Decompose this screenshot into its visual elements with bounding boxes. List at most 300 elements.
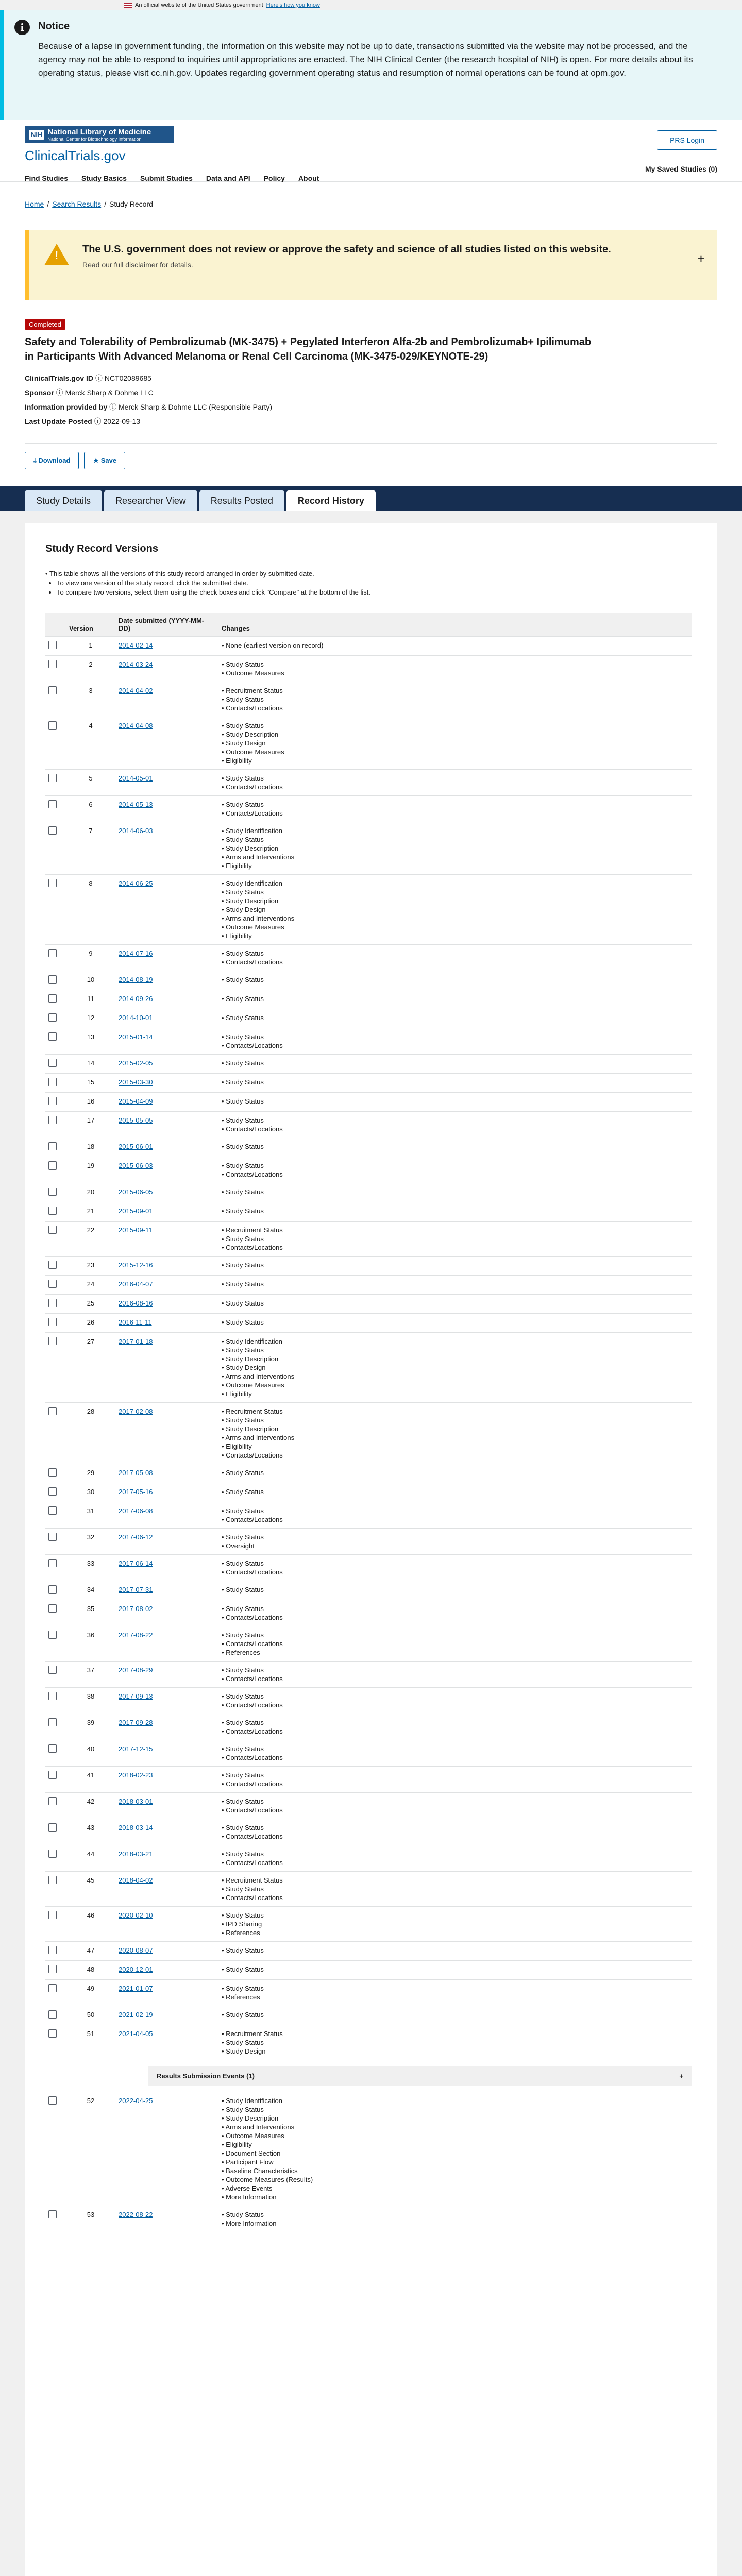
breadcrumb-home[interactable]: Home bbox=[25, 200, 44, 208]
tab-results-posted[interactable]: Results Posted bbox=[199, 490, 284, 511]
nlm-subtitle: National Center for Biotechnology Information bbox=[47, 136, 142, 142]
changes-list bbox=[222, 1604, 688, 1622]
menu-submit-studies[interactable]: Submit Studies bbox=[140, 174, 193, 182]
changes-list bbox=[222, 1078, 688, 1087]
version-date-link[interactable]: 2015-09-01 bbox=[119, 1207, 153, 1215]
changes-list bbox=[222, 641, 688, 650]
change-item: • Contacts/Locations bbox=[222, 1170, 688, 1179]
version-date-link[interactable]: 2015-12-16 bbox=[119, 1261, 153, 1269]
change-item: • Study Description bbox=[222, 844, 688, 853]
change-item: • Arms and Interventions bbox=[222, 2123, 688, 2131]
change-item: • Study Status bbox=[222, 1823, 688, 1832]
version-date-link[interactable]: 2014-05-13 bbox=[119, 801, 153, 808]
change-item: • Contacts/Locations bbox=[222, 1674, 688, 1683]
change-item: • Recruitment Status bbox=[222, 1226, 688, 1234]
change-item: • Contacts/Locations bbox=[222, 1806, 688, 1815]
results-events-row[interactable] bbox=[45, 2060, 692, 2092]
change-item: • Outcome Measures bbox=[222, 1381, 688, 1389]
version-number: 3 bbox=[66, 682, 115, 717]
version-checkbox[interactable] bbox=[48, 1666, 57, 1674]
change-item: • Contacts/Locations bbox=[222, 1041, 688, 1050]
version-checkbox[interactable] bbox=[48, 1771, 57, 1779]
version-row bbox=[45, 1055, 692, 1074]
version-checkbox[interactable] bbox=[48, 1911, 57, 1919]
change-item: • Study Status bbox=[222, 975, 688, 984]
version-checkbox[interactable] bbox=[48, 1261, 57, 1269]
version-number: 42 bbox=[66, 1793, 115, 1819]
menu-data-api[interactable]: Data and API bbox=[206, 174, 250, 182]
change-item: • None (earliest version on record) bbox=[222, 641, 688, 650]
version-row bbox=[45, 1157, 692, 1183]
version-date-link[interactable]: 2018-04-02 bbox=[119, 1876, 153, 1884]
change-item: • Contacts/Locations bbox=[222, 1780, 688, 1788]
version-date-link[interactable]: 2015-09-11 bbox=[119, 1226, 153, 1234]
change-item: • Study Design bbox=[222, 2047, 688, 2056]
version-checkbox[interactable] bbox=[48, 2010, 57, 2019]
tab-record-history[interactable]: Record History bbox=[286, 490, 376, 511]
version-date-link[interactable]: 2020-02-10 bbox=[119, 1911, 153, 1919]
changes-list bbox=[222, 686, 688, 713]
version-date-link[interactable]: 2015-06-05 bbox=[119, 1188, 153, 1196]
version-checkbox[interactable] bbox=[48, 2096, 57, 2105]
version-date-link[interactable]: 2015-06-01 bbox=[119, 1143, 153, 1150]
changes-list bbox=[222, 1142, 688, 1151]
changes-list bbox=[222, 994, 688, 1003]
version-date-link[interactable]: 2017-06-12 bbox=[119, 1533, 153, 1541]
changes-list bbox=[222, 1631, 688, 1657]
changes-list bbox=[222, 879, 688, 940]
change-item: • Study Design bbox=[222, 739, 688, 748]
version-date-link[interactable]: 2017-06-14 bbox=[119, 1560, 153, 1567]
version-checkbox[interactable] bbox=[48, 1585, 57, 1594]
version-row bbox=[45, 1074, 692, 1093]
heres-how-link[interactable]: Here's how you know bbox=[266, 2, 320, 8]
version-checkbox[interactable] bbox=[48, 994, 57, 1003]
version-date-link[interactable]: 2020-08-07 bbox=[119, 1946, 153, 1954]
nlm-title: National Library of Medicine bbox=[47, 127, 151, 137]
version-checkbox[interactable] bbox=[48, 686, 57, 694]
change-item: • Contacts/Locations bbox=[222, 704, 688, 713]
version-date-link[interactable]: 2014-03-24 bbox=[119, 660, 153, 668]
menu-policy[interactable]: Policy bbox=[263, 174, 285, 182]
version-checkbox[interactable] bbox=[48, 1299, 57, 1307]
changes-list bbox=[222, 1207, 688, 1215]
version-row bbox=[45, 1907, 692, 1942]
version-date-link[interactable]: 2014-05-01 bbox=[119, 774, 153, 782]
prs-login-button[interactable]: PRS Login bbox=[657, 130, 717, 150]
change-item: • Study Status bbox=[222, 1585, 688, 1594]
change-item: • Study Status bbox=[222, 800, 688, 809]
plus-icon: + bbox=[679, 2072, 683, 2080]
version-row bbox=[45, 682, 692, 717]
results-events-label: Results Submission Events (1) bbox=[157, 2072, 255, 2080]
changes-list bbox=[222, 1188, 688, 1196]
change-item: • Study Status bbox=[222, 774, 688, 783]
change-item: • Outcome Measures bbox=[222, 748, 688, 756]
change-item: • Recruitment Status bbox=[222, 686, 688, 695]
changes-list bbox=[222, 774, 688, 791]
change-item: • Study Status bbox=[222, 1797, 688, 1806]
changes-list bbox=[222, 1692, 688, 1709]
changes-list bbox=[222, 1487, 688, 1496]
version-checkbox[interactable] bbox=[48, 721, 57, 730]
version-number: 15 bbox=[66, 1074, 115, 1093]
version-checkbox[interactable] bbox=[48, 1823, 57, 1832]
version-row bbox=[45, 1257, 692, 1276]
changes-list bbox=[222, 2029, 688, 2056]
change-item: • Contacts/Locations bbox=[222, 1515, 688, 1524]
version-checkbox[interactable] bbox=[48, 826, 57, 835]
version-row bbox=[45, 1028, 692, 1055]
version-checkbox[interactable] bbox=[48, 1506, 57, 1515]
version-row bbox=[45, 1183, 692, 1202]
version-number: 34 bbox=[66, 1581, 115, 1600]
changes-list bbox=[222, 1946, 688, 1955]
version-row bbox=[45, 1714, 692, 1740]
version-checkbox[interactable] bbox=[48, 641, 57, 649]
changes-list bbox=[222, 1506, 688, 1524]
version-date-link[interactable]: 2016-04-07 bbox=[119, 1280, 153, 1288]
nlm-logo[interactable] bbox=[25, 126, 174, 143]
version-checkbox[interactable] bbox=[48, 1337, 57, 1345]
version-row bbox=[45, 1464, 692, 1483]
version-row bbox=[45, 1314, 692, 1333]
version-date-link[interactable]: 2021-02-19 bbox=[119, 2011, 153, 2019]
version-date-link[interactable]: 2014-07-16 bbox=[119, 950, 153, 957]
menu-study-basics[interactable]: Study Basics bbox=[81, 174, 127, 182]
change-item: • Study Description bbox=[222, 1354, 688, 1363]
version-date-link[interactable]: 2017-09-28 bbox=[119, 1719, 153, 1726]
version-checkbox[interactable] bbox=[48, 1876, 57, 1884]
gov-banner-text: An official website of the United States government bbox=[135, 2, 263, 8]
change-item: • Study Status bbox=[222, 1161, 688, 1170]
version-row bbox=[45, 637, 692, 656]
version-date-link[interactable]: 2014-10-01 bbox=[119, 1014, 153, 1022]
version-row bbox=[45, 1138, 692, 1157]
changes-list bbox=[222, 2010, 688, 2019]
change-item: • Study Status bbox=[222, 1692, 688, 1701]
change-item: • Study Description bbox=[222, 730, 688, 739]
save-label: Save bbox=[100, 456, 117, 464]
change-item: • Contacts/Locations bbox=[222, 1568, 688, 1577]
version-date-link[interactable]: 2014-06-25 bbox=[119, 879, 153, 887]
version-date-link[interactable]: 2014-04-08 bbox=[119, 722, 153, 730]
version-checkbox[interactable] bbox=[48, 800, 57, 808]
version-checkbox[interactable] bbox=[48, 1850, 57, 1858]
change-item: • Contacts/Locations bbox=[222, 1893, 688, 1902]
my-saved-studies[interactable]: My Saved Studies (0) bbox=[645, 165, 717, 173]
notice-body: Because of a lapse in government funding, the information on this website may not be up to date, transactions submitted via the website may not be processed, and the agency may not be able to respond to inquiries until appropriations are enacted. The NIH Clinical Center (the research hospital of NIH) is open. For more details about its operating status, please visit cc.nih.gov. Updates regarding government operating status and resumption of normal operations can be found at opm.gov. bbox=[38, 41, 693, 78]
change-item: • Adverse Events bbox=[222, 2184, 688, 2193]
intro-bullet: • To view one version of the study record, click the submitted date. bbox=[57, 579, 697, 588]
version-checkbox[interactable] bbox=[48, 1718, 57, 1726]
version-checkbox[interactable] bbox=[48, 975, 57, 984]
change-item: • Study Status bbox=[222, 1631, 688, 1639]
version-checkbox[interactable] bbox=[48, 2210, 57, 2218]
version-checkbox[interactable] bbox=[48, 1142, 57, 1150]
version-number: 31 bbox=[66, 1502, 115, 1529]
results-events-toggle[interactable] bbox=[148, 2066, 692, 2086]
alert-title: The U.S. government does not review or approve the safety and science of all studies listed on this website. bbox=[82, 244, 611, 255]
changes-list bbox=[222, 1984, 688, 2002]
change-item: • Study Status bbox=[222, 1946, 688, 1955]
version-checkbox[interactable] bbox=[48, 1097, 57, 1105]
version-checkbox[interactable] bbox=[48, 1797, 57, 1805]
changes-list bbox=[222, 1533, 688, 1550]
change-item: • Study Status bbox=[222, 835, 688, 844]
version-row bbox=[45, 1093, 692, 1112]
version-row bbox=[45, 1872, 692, 1907]
change-item: • More Information bbox=[222, 2193, 688, 2201]
version-date-link[interactable]: 2018-03-21 bbox=[119, 1850, 153, 1858]
version-number: 5 bbox=[66, 770, 115, 796]
version-checkbox[interactable] bbox=[48, 1207, 57, 1215]
changes-list bbox=[222, 1771, 688, 1788]
versions-card bbox=[25, 523, 717, 2576]
change-item: • Study Status bbox=[222, 695, 688, 704]
version-date-link[interactable]: 2017-01-18 bbox=[119, 1337, 153, 1345]
version-checkbox[interactable] bbox=[48, 1059, 57, 1067]
change-item: • Study Status bbox=[222, 1059, 688, 1067]
versions-title: Study Record Versions bbox=[45, 543, 158, 554]
status-badge: Completed bbox=[25, 319, 65, 330]
version-date-link[interactable]: 2017-12-15 bbox=[119, 1745, 153, 1753]
version-date-link[interactable]: 2022-04-25 bbox=[119, 2097, 153, 2105]
version-number: 21 bbox=[66, 1202, 115, 1222]
version-date-link[interactable]: 2014-08-19 bbox=[119, 976, 153, 984]
version-number: 7 bbox=[66, 822, 115, 875]
version-date-link[interactable]: 2016-11-11 bbox=[119, 1318, 152, 1326]
change-item: • Study Status bbox=[222, 2010, 688, 2019]
version-checkbox[interactable] bbox=[48, 1692, 57, 1700]
version-checkbox[interactable] bbox=[48, 1631, 57, 1639]
changes-list bbox=[222, 1850, 688, 1867]
version-checkbox[interactable] bbox=[48, 1161, 57, 1170]
change-item: • Arms and Interventions bbox=[222, 1372, 688, 1381]
version-row bbox=[45, 1662, 692, 1688]
version-checkbox[interactable] bbox=[48, 1226, 57, 1234]
version-date-link[interactable]: 2021-04-05 bbox=[119, 2030, 153, 2038]
version-date-link[interactable]: 2017-08-29 bbox=[119, 1666, 153, 1674]
posted-label: Last Update Posted bbox=[25, 417, 92, 426]
change-item: • Outcome Measures bbox=[222, 2131, 688, 2140]
warning-icon: ! bbox=[44, 244, 69, 265]
change-item: • Contacts/Locations bbox=[222, 1858, 688, 1867]
changes-list bbox=[222, 1468, 688, 1477]
changes-list bbox=[222, 1718, 688, 1736]
version-checkbox[interactable] bbox=[48, 1604, 57, 1613]
changes-list bbox=[222, 1585, 688, 1594]
version-checkbox[interactable] bbox=[48, 1984, 57, 1992]
change-item: • Recruitment Status bbox=[222, 1876, 688, 1885]
change-item: • Study Design bbox=[222, 905, 688, 914]
change-item: • Study Status bbox=[222, 1013, 688, 1022]
download-button[interactable]: ⤓ Download bbox=[25, 452, 79, 469]
version-row bbox=[45, 1600, 692, 1626]
breadcrumb-current: Study Record bbox=[109, 200, 153, 208]
version-date-link[interactable]: 2017-08-02 bbox=[119, 1605, 153, 1613]
version-number: 8 bbox=[66, 875, 115, 945]
version-checkbox[interactable] bbox=[48, 1013, 57, 1022]
change-item: • Contacts/Locations bbox=[222, 1753, 688, 1762]
version-date-link[interactable]: 2017-05-08 bbox=[119, 1469, 153, 1477]
version-checkbox[interactable] bbox=[48, 1078, 57, 1086]
version-checkbox[interactable] bbox=[48, 1188, 57, 1196]
version-checkbox[interactable] bbox=[48, 1559, 57, 1567]
version-number: 45 bbox=[66, 1872, 115, 1907]
version-checkbox[interactable] bbox=[48, 2029, 57, 2038]
version-number: 48 bbox=[66, 1961, 115, 1980]
version-row bbox=[45, 1740, 692, 1767]
change-item: • Participant Flow bbox=[222, 2158, 688, 2166]
version-checkbox[interactable] bbox=[48, 1032, 57, 1041]
version-checkbox[interactable] bbox=[48, 1965, 57, 1973]
change-item: • Study Status bbox=[222, 1718, 688, 1727]
version-checkbox[interactable] bbox=[48, 660, 57, 668]
version-number: 38 bbox=[66, 1688, 115, 1714]
menu-about[interactable]: About bbox=[298, 174, 319, 182]
version-date-link[interactable]: 2014-06-03 bbox=[119, 827, 153, 835]
version-checkbox[interactable] bbox=[48, 949, 57, 957]
tab-researcher-view[interactable]: Researcher View bbox=[104, 490, 197, 511]
save-button[interactable]: ★ Save bbox=[84, 452, 125, 469]
version-row bbox=[45, 770, 692, 796]
version-number: 47 bbox=[66, 1942, 115, 1961]
version-row bbox=[45, 1483, 692, 1502]
version-checkbox[interactable] bbox=[48, 1407, 57, 1415]
version-date-link[interactable]: 2016-08-16 bbox=[119, 1299, 153, 1307]
version-checkbox[interactable] bbox=[48, 1280, 57, 1288]
disclaimer-alert bbox=[25, 230, 717, 300]
changes-list bbox=[222, 1261, 688, 1269]
change-item: • Eligibility bbox=[222, 1442, 688, 1451]
changes-list bbox=[222, 1666, 688, 1683]
col-changes: Changes bbox=[218, 613, 692, 637]
change-item: • Eligibility bbox=[222, 1389, 688, 1398]
change-item: • Contacts/Locations bbox=[222, 1243, 688, 1252]
change-item: • Study Status bbox=[222, 1506, 688, 1515]
version-number: 52 bbox=[66, 2092, 115, 2206]
version-date-link[interactable]: 2017-09-13 bbox=[119, 1692, 153, 1700]
version-date-link[interactable]: 2015-06-03 bbox=[119, 1162, 153, 1170]
version-date-link[interactable]: 2022-08-22 bbox=[119, 2211, 153, 2218]
change-item: • Study Status bbox=[222, 1280, 688, 1289]
change-item: • Study Identification bbox=[222, 2096, 688, 2105]
breadcrumb-search[interactable]: Search Results bbox=[52, 200, 102, 208]
notice-title: Notice bbox=[38, 21, 70, 32]
version-number: 29 bbox=[66, 1464, 115, 1483]
version-row bbox=[45, 1112, 692, 1138]
change-item: • Study Status bbox=[222, 1261, 688, 1269]
changes-list bbox=[222, 975, 688, 984]
change-item: • Study Status bbox=[222, 1299, 688, 1308]
version-checkbox[interactable] bbox=[48, 1744, 57, 1753]
version-row bbox=[45, 1502, 692, 1529]
version-date-link[interactable]: 2014-04-02 bbox=[119, 687, 153, 694]
version-date-link[interactable]: 2015-01-14 bbox=[119, 1033, 153, 1041]
download-label: Download bbox=[38, 456, 71, 464]
changes-list bbox=[222, 1337, 688, 1398]
version-row bbox=[45, 2092, 692, 2206]
version-checkbox[interactable] bbox=[48, 879, 57, 887]
version-number: 41 bbox=[66, 1767, 115, 1793]
version-row bbox=[45, 1980, 692, 2006]
version-checkbox[interactable] bbox=[48, 1487, 57, 1496]
version-row bbox=[45, 1295, 692, 1314]
version-date-link[interactable]: 2021-01-07 bbox=[119, 1985, 153, 1992]
change-item: • Study Status bbox=[222, 1559, 688, 1568]
version-checkbox[interactable] bbox=[48, 1946, 57, 1954]
version-date-link[interactable]: 2017-02-08 bbox=[119, 1408, 153, 1415]
col-date: Date submitted (YYYY-MM-DD) bbox=[115, 613, 218, 637]
change-item: • Study Status bbox=[222, 949, 688, 958]
version-date-link[interactable]: 2018-03-14 bbox=[119, 1824, 153, 1832]
change-item: • Study Status bbox=[222, 1097, 688, 1106]
version-number: 26 bbox=[66, 1314, 115, 1333]
change-item: • Study Status bbox=[222, 1604, 688, 1613]
version-number: 28 bbox=[66, 1403, 115, 1464]
site-logo[interactable]: ClinicalTrials.gov bbox=[25, 148, 126, 163]
change-item: • Study Identification bbox=[222, 879, 688, 888]
version-date-link[interactable]: 2017-07-31 bbox=[119, 1586, 153, 1594]
version-date-link[interactable]: 2015-03-30 bbox=[119, 1078, 153, 1086]
change-item: • Contacts/Locations bbox=[222, 1451, 688, 1460]
changes-list bbox=[222, 1116, 688, 1133]
version-date-link[interactable]: 2017-05-16 bbox=[119, 1488, 153, 1496]
change-item: • Study Status bbox=[222, 1416, 688, 1425]
version-date-link[interactable]: 2020-12-01 bbox=[119, 1965, 153, 1973]
version-date-link[interactable]: 2014-09-26 bbox=[119, 995, 153, 1003]
version-row bbox=[45, 2006, 692, 2025]
menu-find-studies[interactable]: Find Studies bbox=[25, 174, 68, 182]
change-item: • Outcome Measures (Results) bbox=[222, 2175, 688, 2184]
change-item: • Arms and Interventions bbox=[222, 853, 688, 861]
change-item: • Recruitment Status bbox=[222, 2029, 688, 2038]
change-item: • Contacts/Locations bbox=[222, 809, 688, 818]
version-checkbox[interactable] bbox=[48, 1533, 57, 1541]
changes-list bbox=[222, 721, 688, 765]
changes-list bbox=[222, 1280, 688, 1289]
version-row bbox=[45, 1222, 692, 1257]
changes-list bbox=[222, 1911, 688, 1937]
changes-list bbox=[222, 1823, 688, 1841]
version-date-link[interactable]: 2017-08-22 bbox=[119, 1631, 153, 1639]
version-date-link[interactable]: 2015-05-05 bbox=[119, 1116, 153, 1124]
version-checkbox[interactable] bbox=[48, 1116, 57, 1124]
site-header bbox=[0, 120, 742, 182]
changes-list bbox=[222, 1059, 688, 1067]
version-date-link[interactable]: 2015-04-09 bbox=[119, 1097, 153, 1105]
expand-icon[interactable]: + bbox=[697, 251, 705, 266]
version-number: 24 bbox=[66, 1276, 115, 1295]
version-checkbox[interactable] bbox=[48, 774, 57, 782]
version-date-link[interactable]: 2018-03-01 bbox=[119, 1798, 153, 1805]
changes-list bbox=[222, 1876, 688, 1902]
version-number: 27 bbox=[66, 1333, 115, 1403]
version-checkbox[interactable] bbox=[48, 1318, 57, 1326]
version-row bbox=[45, 1819, 692, 1845]
version-date-link[interactable]: 2014-02-14 bbox=[119, 641, 153, 649]
change-item: • Study Status bbox=[222, 1885, 688, 1893]
version-checkbox[interactable] bbox=[48, 1468, 57, 1477]
change-item: • Study Status bbox=[222, 2210, 688, 2219]
version-date-link[interactable]: 2018-02-23 bbox=[119, 1771, 153, 1779]
version-number: 19 bbox=[66, 1157, 115, 1183]
version-date-link[interactable]: 2015-02-05 bbox=[119, 1059, 153, 1067]
version-number: 37 bbox=[66, 1662, 115, 1688]
tab-study-details[interactable]: Study Details bbox=[25, 490, 102, 511]
version-date-link[interactable]: 2017-06-08 bbox=[119, 1507, 153, 1515]
